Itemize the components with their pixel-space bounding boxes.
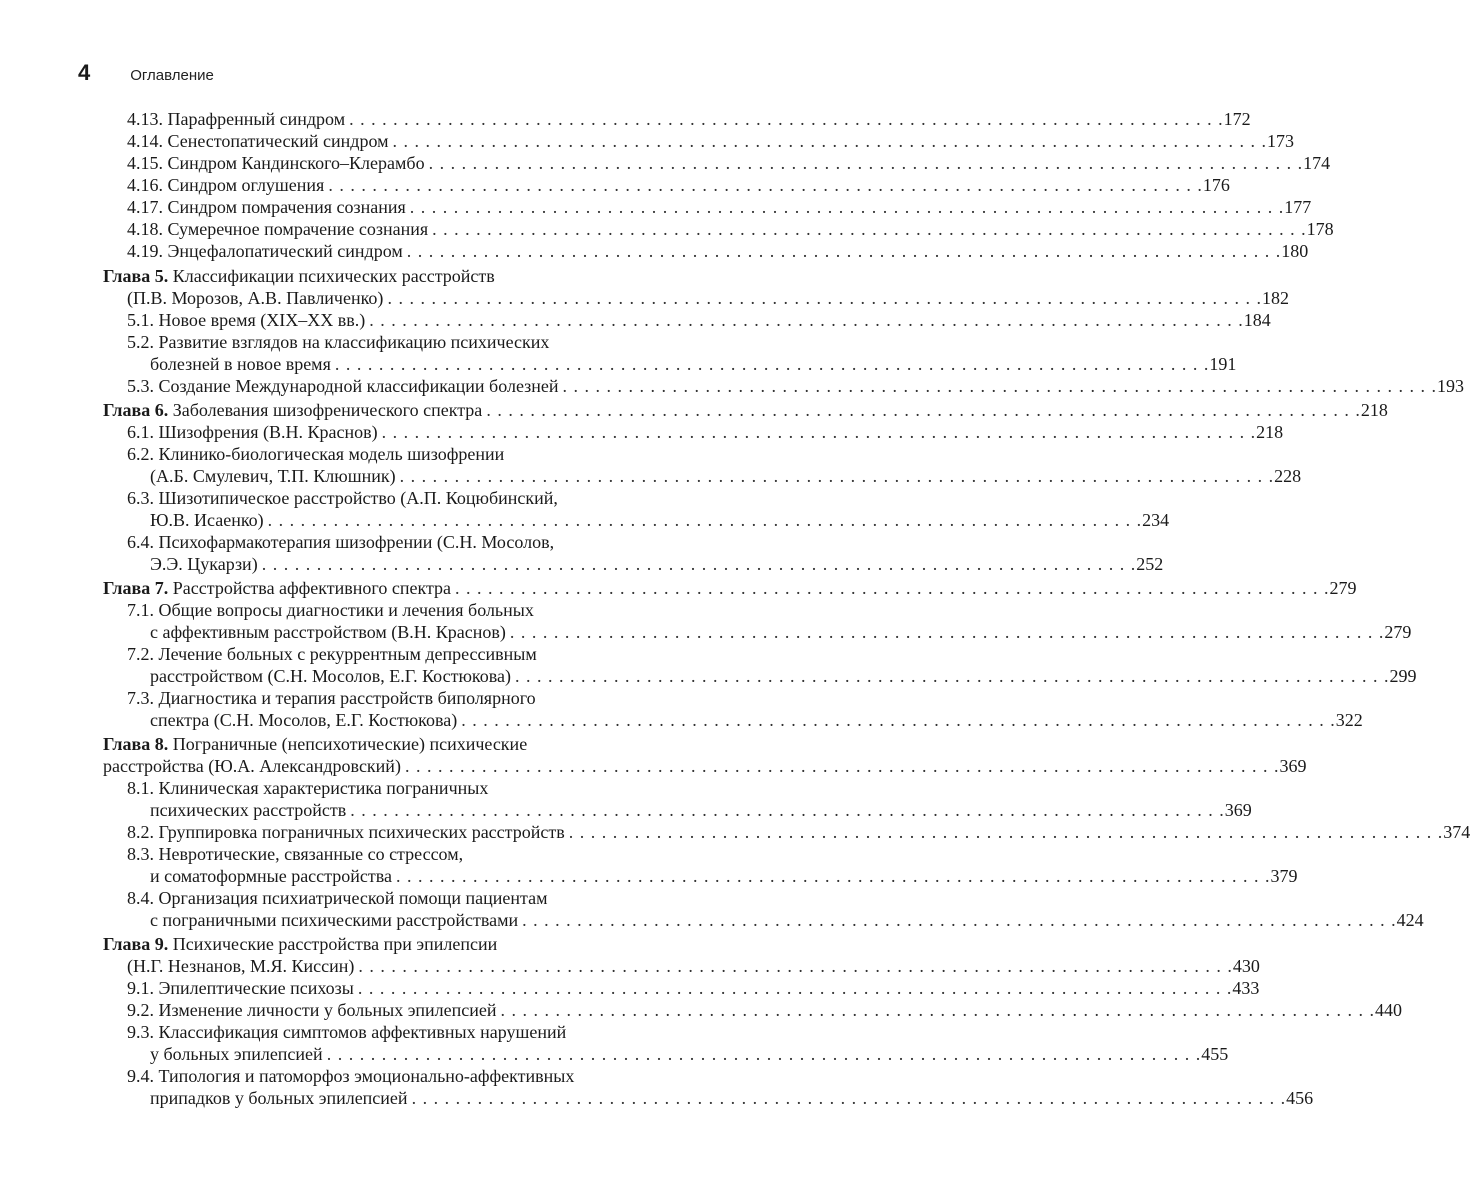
toc-entry-title-cont: (А.Б. Смулевич, Т.П. Клюшник) (150, 466, 396, 486)
dot-leader: . . . . . . . . . . . . . . . . . . . . . . . . . . . . . . . . . . . . . . . . . . . . . . . . . . . . . . . . . . . . . . . . . . . . . . . . . . . . . . . . (428, 153, 1304, 173)
toc-page-number: 440 (1375, 1000, 1403, 1020)
toc-page-number: 178 (1306, 219, 1334, 239)
toc-page-number: 456 (1286, 1088, 1314, 1108)
toc-entry-title-cont: болезней в новое время (150, 354, 331, 374)
chapter-label: Глава 7. (103, 578, 169, 598)
dot-leader: . . . . . . . . . . . . . . . . . . . . . . . . . . . . . . . . . . . . . . . . . . . . . . . . . . . . . . . . . . . . . . . . . . . . . . . . . . . . . . . . (406, 241, 1282, 261)
toc-entry-8-3[interactable] (103, 843, 1298, 887)
chapter-title: Расстройства аффективного спектра (172, 578, 452, 598)
toc-page-number: 172 (1223, 109, 1251, 129)
toc-entry-title-cont: у больных эпилепсией (150, 1044, 323, 1064)
toc-entry-4-15[interactable] (103, 152, 1331, 174)
toc-entry-title: 5.2. Развитие взглядов на классификацию психических (127, 332, 550, 352)
toc-page-number: 176 (1202, 175, 1230, 195)
toc-entry-title: 8.3. Невротические, связанные со стрессом, (127, 844, 464, 864)
toc-entry-8-1[interactable] (103, 777, 1252, 821)
toc-entry-7-1[interactable] (103, 599, 1412, 643)
page-number: 4 (78, 60, 91, 85)
toc-entry-title: 4.16. Синдром оглушения (127, 175, 325, 195)
toc-page-number: 369 (1224, 800, 1252, 820)
toc-entry-title-cont: Ю.В. Исаенко) (150, 510, 264, 530)
dot-leader: . . . . . . . . . . . . . . . . . . . . . . . . . . . . . . . . . . . . . . . . . . . . . . . . . . . . . . . . . . . . . . . . . . . . . . . . . . . . . . . . (432, 219, 1307, 239)
toc-entry-4-14[interactable] (103, 130, 1295, 152)
toc-entry-4-19[interactable] (103, 240, 1309, 262)
dot-leader: . . . . . . . . . . . . . . . . . . . . . . . . . . . . . . . . . . . . . . . . . . . . . . . . . . . . . . . . . . . . . . . . . . . . . . . . . . . . . . . . (411, 1088, 1287, 1108)
toc-entry-9-2[interactable] (103, 999, 1403, 1021)
dot-leader: . . . . . . . . . . . . . . . . . . . . . . . . . . . . . . . . . . . . . . . . . . . . . . . . . . . . . . . . . . . . . . . . . . . . . . . . . . . . . . . . (381, 422, 1257, 442)
toc-page-number: 218 (1360, 400, 1388, 420)
toc-page-number: 228 (1274, 466, 1302, 486)
toc-page-number: 430 (1232, 956, 1260, 976)
chapter-title: Пограничные (непсихотические) психические (172, 734, 528, 754)
toc-page-number: 184 (1243, 310, 1271, 330)
table-of-contents (103, 108, 1470, 1109)
toc-entry-title: 4.15. Синдром Кандинского–Клерамбо (127, 153, 425, 173)
chapter-title: Заболевания шизофренического спектра (172, 400, 483, 420)
toc-entry-5-1[interactable] (103, 309, 1271, 331)
toc-page-number: 379 (1270, 866, 1298, 886)
toc-entry-title: 6.1. Шизофрения (В.Н. Краснов) (127, 422, 378, 442)
toc-entry-4-16[interactable] (103, 174, 1230, 196)
toc-entry-9-3[interactable] (103, 1021, 1229, 1065)
toc-entry-title: 4.17. Синдром помрачения сознания (127, 197, 406, 217)
toc-entry-title: 7.3. Диагностика и терапия расстройств биполярного (127, 688, 536, 708)
toc-entry-title: 6.2. Клинико-биологическая модель шизофрении (127, 444, 505, 464)
chapter-label: Глава 9. (103, 934, 169, 954)
toc-page-number: 374 (1443, 822, 1470, 842)
toc-entry-4-13[interactable] (103, 108, 1251, 130)
chapter-label: Глава 8. (103, 734, 169, 754)
toc-entry-4-18[interactable] (103, 218, 1334, 240)
toc-entry-6-3[interactable] (103, 487, 1170, 531)
dot-leader: . . . . . . . . . . . . . . . . . . . . . . . . . . . . . . . . . . . . . . . . . . . . . . . . . . . . . . . . . . . . . . . . . . . . . . . . . . . . . . . . (267, 510, 1143, 530)
dot-leader: . . . . . . . . . . . . . . . . . . . . . . . . . . . . . . . . . . . . . . . . . . . . . . . . . . . . . . . . . . . . . . . . . . . . . . . . . . . . . . . . (396, 866, 1271, 886)
toc-entry-title: 7.2. Лечение больных с рекуррентным депрессивным (127, 644, 537, 664)
toc-entry-title: 8.4. Организация психиатрической помощи пациентам (127, 888, 548, 908)
chapter-title: Психические расстройства при эпилепсии (172, 934, 498, 954)
toc-page-number: 369 (1279, 756, 1307, 776)
toc-page-number: 234 (1142, 510, 1170, 530)
dot-leader: . . . . . . . . . . . . . . . . . . . . . . . . . . . . . . . . . . . . . . . . . . . . . . . . . . . . . . . . . . . . . . . . . . . . . . . . . . . . . . . . (500, 1000, 1376, 1020)
toc-entry-title: 9.1. Эпилептические психозы (127, 978, 354, 998)
dot-leader: . . . . . . . . . . . . . . . . . . . . . . . . . . . . . . . . . . . . . . . . . . . . . . . . . . . . . . . . . . . . . . . . . . . . . . . . . . . . . . . . (357, 978, 1233, 998)
toc-entry-title: 9.3. Классификация симптомов аффективных нарушений (127, 1022, 567, 1042)
dot-leader: . . . . . . . . . . . . . . . . . . . . . . . . . . . . . . . . . . . . . . . . . . . . . . . . . . . . . . . . . . . . . . . . . . . . . . . . . . . . . . . . (358, 956, 1233, 976)
toc-entry-title: 9.4. Типология и патоморфоз эмоционально-аффективных (127, 1066, 575, 1086)
dot-leader: . . . . . . . . . . . . . . . . . . . . . . . . . . . . . . . . . . . . . . . . . . . . . . . . . . . . . . . . . . . . . . . . . . . . . . . . . . . . . . . . (404, 756, 1280, 776)
toc-page-number: 173 (1267, 131, 1295, 151)
toc-entry-title: 4.14. Сенестопатический синдром (127, 131, 389, 151)
dot-leader: . . . . . . . . . . . . . . . . . . . . . . . . . . . . . . . . . . . . . . . . . . . . . . . . . . . . . . . . . . . . . . . . . . . . . . . . . . . . . . . . (350, 800, 1225, 820)
toc-page-number: 174 (1303, 153, 1331, 173)
toc-page-number: 252 (1136, 554, 1164, 574)
toc-page-number: 322 (1335, 710, 1363, 730)
toc-entry-5-2[interactable] (103, 331, 1237, 375)
toc-entry-title-cont: Э.Э. Цукарзи) (150, 554, 258, 574)
toc-entry-title: 4.13. Парафренный синдром (127, 109, 346, 129)
toc-entry-title: 4.19. Энцефалопатический синдром (127, 241, 403, 261)
toc-entry-5-3[interactable] (103, 375, 1465, 397)
toc-entry-7-2[interactable] (103, 643, 1417, 687)
toc-entry-4-17[interactable] (103, 196, 1312, 218)
toc-chapter-9[interactable] (103, 933, 1260, 977)
toc-page-number: 279 (1329, 578, 1357, 598)
toc-chapter-8[interactable] (103, 733, 1307, 777)
toc-entry-6-2[interactable] (103, 443, 1302, 487)
toc-entry-9-4[interactable] (103, 1065, 1314, 1109)
dot-leader: . . . . . . . . . . . . . . . . . . . . . . . . . . . . . . . . . . . . . . . . . . . . . . . . . . . . . . . . . . . . . . . . . . . . . . . . . . . . . . . . (369, 310, 1244, 330)
toc-chapter-6[interactable] (103, 399, 1388, 421)
dot-leader: . . . . . . . . . . . . . . . . . . . . . . . . . . . . . . . . . . . . . . . . . . . . . . . . . . . . . . . . . . . . . . . . . . . . . . . . . . . . . . . . (515, 666, 1390, 686)
toc-entry-8-4[interactable] (103, 887, 1424, 931)
toc-entry-7-3[interactable] (103, 687, 1363, 731)
toc-entry-title-cont: и соматоформные расстройства (150, 866, 392, 886)
dot-leader: . . . . . . . . . . . . . . . . . . . . . . . . . . . . . . . . . . . . . . . . . . . . . . . . . . . . . . . . . . . . . . . . . . . . . . . . . . . . . . . . (349, 109, 1224, 129)
dot-leader: . . . . . . . . . . . . . . . . . . . . . . . . . . . . . . . . . . . . . . . . . . . . . . . . . . . . . . . . . . . . . . . . . . . . . . . . . . . . . . . . (392, 131, 1268, 151)
chapter-authors: (Н.Г. Незнанов, М.Я. Киссин) (127, 956, 355, 976)
toc-entry-title: 8.1. Клиническая характеристика пограничных (127, 778, 489, 798)
toc-entry-title-cont: спектра (С.Н. Мосолов, Е.Г. Костюкова) (150, 710, 458, 730)
dot-leader: . . . . . . . . . . . . . . . . . . . . . . . . . . . . . . . . . . . . . . . . . . . . . . . . . . . . . . . . . . . . . . . . . . . . . . . . . . . . . . . . (399, 466, 1275, 486)
toc-page-number: 433 (1232, 978, 1260, 998)
toc-page-number: 191 (1209, 354, 1237, 374)
running-title: Оглавление (130, 67, 214, 84)
toc-entry-title-cont: припадков у больных эпилепсией (150, 1088, 408, 1108)
toc-page-number: 180 (1281, 241, 1309, 261)
toc-page-number: 193 (1437, 376, 1465, 396)
chapter-title-cont: расстройства (Ю.А. Александровский) (103, 756, 401, 776)
dot-leader: . . . . . . . . . . . . . . . . . . . . . . . . . . . . . . . . . . . . . . . . . . . . . . . . . . . . . . . . . . . . . . . . . . . . . . . . . . . . . . . . (486, 400, 1361, 420)
toc-entry-title: 8.2. Группировка пограничных психических расстройств (127, 822, 565, 842)
toc-entry-title: 7.1. Общие вопросы диагностики и лечения больных (127, 600, 534, 620)
toc-chapter-7[interactable] (103, 577, 1357, 599)
toc-entry-6-1[interactable] (103, 421, 1284, 443)
page-header (78, 60, 214, 86)
toc-entry-title: 4.18. Сумеречное помрачение сознания (127, 219, 429, 239)
toc-entry-title-cont: с аффективным расстройством (В.Н. Краснов) (150, 622, 506, 642)
toc-page-number: 299 (1389, 666, 1417, 686)
dot-leader: . . . . . . . . . . . . . . . . . . . . . . . . . . . . . . . . . . . . . . . . . . . . . . . . . . . . . . . . . . . . . . . . . . . . . . . . . . . . . . . . (409, 197, 1285, 217)
chapter-title: Классификации психических расстройств (172, 266, 495, 286)
chapter-label: Глава 5. (103, 266, 169, 286)
dot-leader: . . . . . . . . . . . . . . . . . . . . . . . . . . . . . . . . . . . . . . . . . . . . . . . . . . . . . . . . . . . . . . . . . . . . . . . . . . . . . . . . (334, 354, 1210, 374)
toc-entry-9-1[interactable] (103, 977, 1260, 999)
toc-page-number: 177 (1284, 197, 1312, 217)
dot-leader: . . . . . . . . . . . . . . . . . . . . . . . . . . . . . . . . . . . . . . . . . . . . . . . . . . . . . . . . . . . . . . . . . . . . . . . . . . . . . . . . (328, 175, 1203, 195)
toc-entry-title: 9.2. Изменение личности у больных эпилепсией (127, 1000, 497, 1020)
dot-leader: . . . . . . . . . . . . . . . . . . . . . . . . . . . . . . . . . . . . . . . . . . . . . . . . . . . . . . . . . . . . . . . . . . . . . . . . . . . . . . . . (522, 910, 1397, 930)
dot-leader: . . . . . . . . . . . . . . . . . . . . . . . . . . . . . . . . . . . . . . . . . . . . . . . . . . . . . . . . . . . . . . . . . . . . . . . . . . . . . . . . (455, 578, 1330, 598)
toc-page-number: 424 (1396, 910, 1424, 930)
dot-leader: . . . . . . . . . . . . . . . . . . . . . . . . . . . . . . . . . . . . . . . . . . . . . . . . . . . . . . . . . . . . . . . . . . . . . . . . . . . . . . . . (387, 288, 1262, 308)
dot-leader: . . . . . . . . . . . . . . . . . . . . . . . . . . . . . . . . . . . . . . . . . . . . . . . . . . . . . . . . . . . . . . . . . . . . . . . . . . . . . . . . (509, 622, 1385, 642)
dot-leader: . . . . . . . . . . . . . . . . . . . . . . . . . . . . . . . . . . . . . . . . . . . . . . . . . . . . . . . . . . . . . . . . . . . . . . . . . . . . . . . . (562, 376, 1438, 396)
toc-entry-title-cont: с пограничными психическими расстройствами (150, 910, 519, 930)
toc-page-number: 182 (1261, 288, 1289, 308)
toc-entry-title-cont: расстройством (С.Н. Мосолов, Е.Г. Костюкова) (150, 666, 512, 686)
dot-leader: . . . . . . . . . . . . . . . . . . . . . . . . . . . . . . . . . . . . . . . . . . . . . . . . . . . . . . . . . . . . . . . . . . . . . . . . . . . . . . . . (461, 710, 1336, 730)
toc-page-number: 218 (1256, 422, 1284, 442)
dot-leader: . . . . . . . . . . . . . . . . . . . . . . . . . . . . . . . . . . . . . . . . . . . . . . . . . . . . . . . . . . . . . . . . . . . . . . . . . . . . . . . . (261, 554, 1137, 574)
toc-entry-6-4[interactable] (103, 531, 1164, 575)
toc-entry-8-2[interactable] (103, 821, 1470, 843)
dot-leader: . . . . . . . . . . . . . . . . . . . . . . . . . . . . . . . . . . . . . . . . . . . . . . . . . . . . . . . . . . . . . . . . . . . . . . . . . . . . . . . . (568, 822, 1444, 842)
chapter-authors: (П.В. Морозов, А.В. Павличенко) (127, 288, 384, 308)
toc-entry-title: 5.1. Новое время (XIX–XX вв.) (127, 310, 366, 330)
toc-page-number: 455 (1201, 1044, 1229, 1064)
toc-entry-title: 6.4. Психофармакотерапия шизофрении (С.Н. Мосолов, (127, 532, 555, 552)
toc-entry-title-cont: психических расстройств (150, 800, 347, 820)
toc-entry-title: 5.3. Создание Международной классификации болезней (127, 376, 559, 396)
dot-leader: . . . . . . . . . . . . . . . . . . . . . . . . . . . . . . . . . . . . . . . . . . . . . . . . . . . . . . . . . . . . . . . . . . . . . . . . . . . . . . . . (326, 1044, 1202, 1064)
toc-entry-title: 6.3. Шизотипическое расстройство (А.П. Коцюбинский, (127, 488, 558, 508)
toc-chapter-5[interactable] (103, 265, 1289, 309)
chapter-label: Глава 6. (103, 400, 169, 420)
toc-page-number: 279 (1384, 622, 1412, 642)
